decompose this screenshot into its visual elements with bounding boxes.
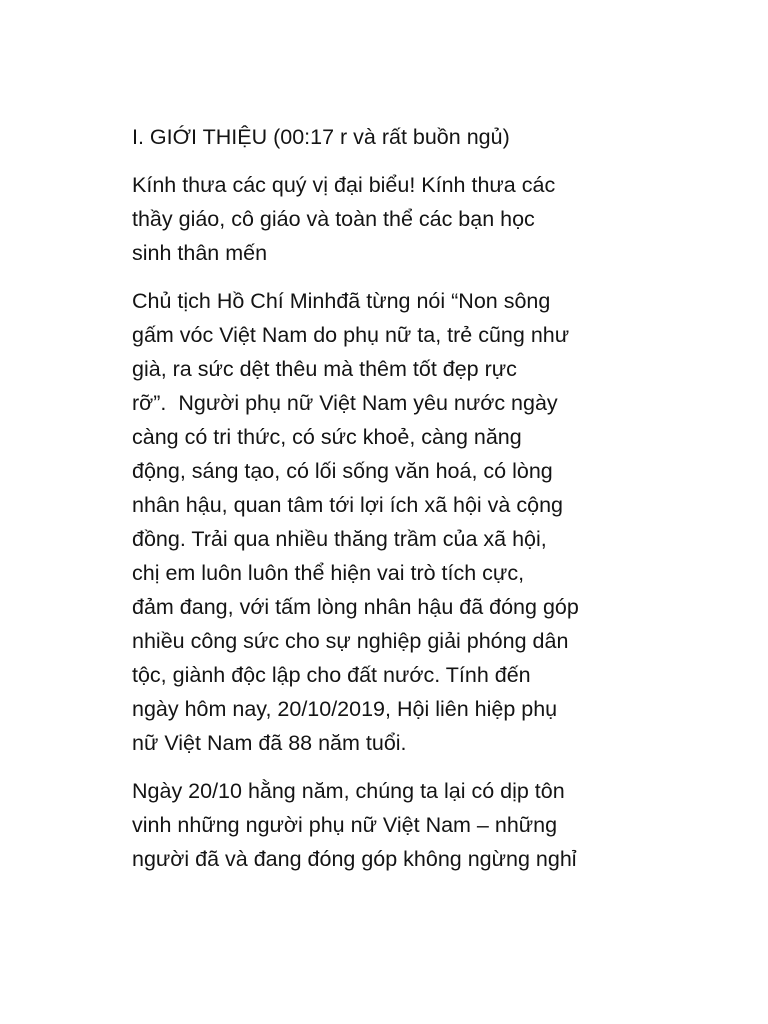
text-line: già, ra sức dệt thêu mà thêm tốt đẹp rực	[132, 357, 517, 381]
text-line: Kính thưa các quý vị đại biểu! Kính thưa các	[132, 173, 556, 197]
text-line: Ngày 20/10 hằng năm, chúng ta lại có dịp tôn	[132, 779, 565, 803]
text-line: càng có tri thức, có sức khoẻ, càng năng	[132, 425, 522, 449]
section-heading: I. GIỚI THIỆU (00:17 r và rất buồn ngủ)	[132, 125, 510, 149]
paragraph-celebration	[132, 774, 652, 876]
document-body	[132, 120, 652, 890]
text-line: sinh thân mến	[132, 241, 268, 265]
text-line: người đã và đang đóng góp không ngừng nghỉ	[132, 847, 577, 871]
paragraph-quote	[132, 284, 652, 760]
text-line: Chủ tịch Hồ Chí Minhđã từng nói “Non sông	[132, 289, 551, 313]
text-line: đảm đang, với tấm lòng nhân hậu đã đóng góp	[132, 595, 579, 619]
text-line: đồng. Trải qua nhiều thăng trầm của xã hội,	[132, 527, 547, 551]
text-line: nhân hậu, quan tâm tới lợi ích xã hội và cộng	[132, 493, 563, 517]
text-line: động, sáng tạo, có lối sống văn hoá, có lòng	[132, 459, 553, 483]
text-line: gấm vóc Việt Nam do phụ nữ ta, trẻ cũng như	[132, 323, 570, 347]
text-line: thầy giáo, cô giáo và toàn thể các bạn học	[132, 207, 535, 231]
text-line: chị em luôn luôn thể hiện vai trò tích cực,	[132, 561, 525, 585]
text-line: nữ Việt Nam đã 88 năm tuổi.	[132, 731, 407, 755]
text-line: tộc, giành độc lập cho đất nước. Tính đến	[132, 663, 531, 687]
text-line: vinh những người phụ nữ Việt Nam – những	[132, 813, 558, 837]
paragraph-greeting	[132, 168, 652, 270]
text-line: rỡ”. Người phụ nữ Việt Nam yêu nước ngày	[132, 391, 558, 415]
text-line: ngày hôm nay, 20/10/2019, Hội liên hiệp phụ	[132, 697, 558, 721]
text-line: nhiều công sức cho sự nghiệp giải phóng dân	[132, 629, 569, 653]
